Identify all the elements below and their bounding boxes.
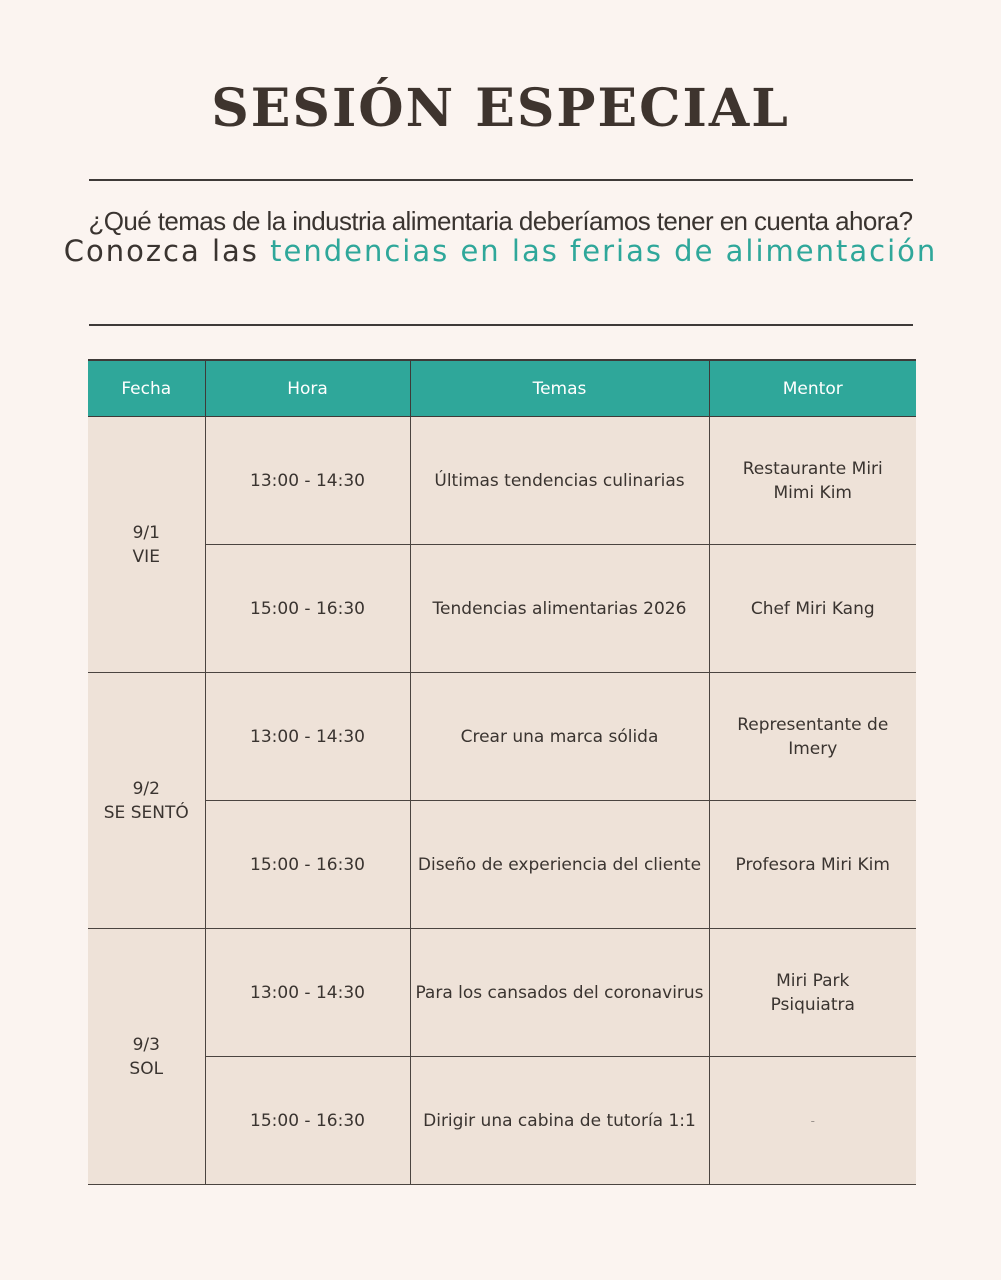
topic-cell: Últimas tendencias culinarias [410, 417, 709, 545]
time-cell: 13:00 - 14:30 [205, 673, 410, 801]
topic-cell: Dirigir una cabina de tutoría 1:1 [410, 1057, 709, 1185]
column-header-fecha: Fecha [88, 360, 205, 417]
mentor-cell: Restaurante Miri Mimi Kim [709, 417, 916, 545]
page-title: SESIÓN ESPECIAL [211, 78, 790, 139]
table-row [88, 417, 916, 545]
header-subtitle [0, 234, 1001, 268]
table-header-row [88, 360, 916, 417]
date-cell: 9/3 SOL [88, 929, 205, 1185]
table-row [88, 1057, 916, 1185]
column-header-mentor: Mentor [709, 360, 916, 417]
table-row [88, 801, 916, 929]
table-row [88, 929, 916, 1057]
time-cell: 15:00 - 16:30 [205, 801, 410, 929]
time-cell: 15:00 - 16:30 [205, 1057, 410, 1185]
mentor-cell: Miri Park Psiquiatra [709, 929, 916, 1057]
time-cell: 13:00 - 14:30 [205, 929, 410, 1057]
subtitle-accent: tendencias en las ferias de alimentación [270, 234, 938, 268]
column-header-temas: Temas [410, 360, 709, 417]
topic-cell: Crear una marca sólida [410, 673, 709, 801]
table-row [88, 673, 916, 801]
date-cell: 9/1 VIE [88, 417, 205, 673]
mentor-cell: Representante de Imery [709, 673, 916, 801]
schedule-table [88, 359, 916, 1185]
time-cell: 15:00 - 16:30 [205, 545, 410, 673]
table-row [88, 545, 916, 673]
divider-top [89, 179, 913, 181]
mentor-cell: - [709, 1057, 916, 1185]
mentor-cell: Chef Miri Kang [709, 545, 916, 673]
time-cell: 13:00 - 14:30 [205, 417, 410, 545]
column-header-hora: Hora [205, 360, 410, 417]
topic-cell: Diseño de experiencia del cliente [410, 801, 709, 929]
date-cell: 9/2 SE SENTÓ [88, 673, 205, 929]
topic-cell: Para los cansados del coronavirus [410, 929, 709, 1057]
topic-cell: Tendencias alimentarias 2026 [410, 545, 709, 673]
header-question: ¿Qué temas de la industria alimentaria deberíamos tener en cuenta ahora? [88, 206, 913, 236]
mentor-cell: Profesora Miri Kim [709, 801, 916, 929]
divider-bottom [89, 324, 913, 326]
subtitle-plain: Conozca las [63, 234, 271, 268]
